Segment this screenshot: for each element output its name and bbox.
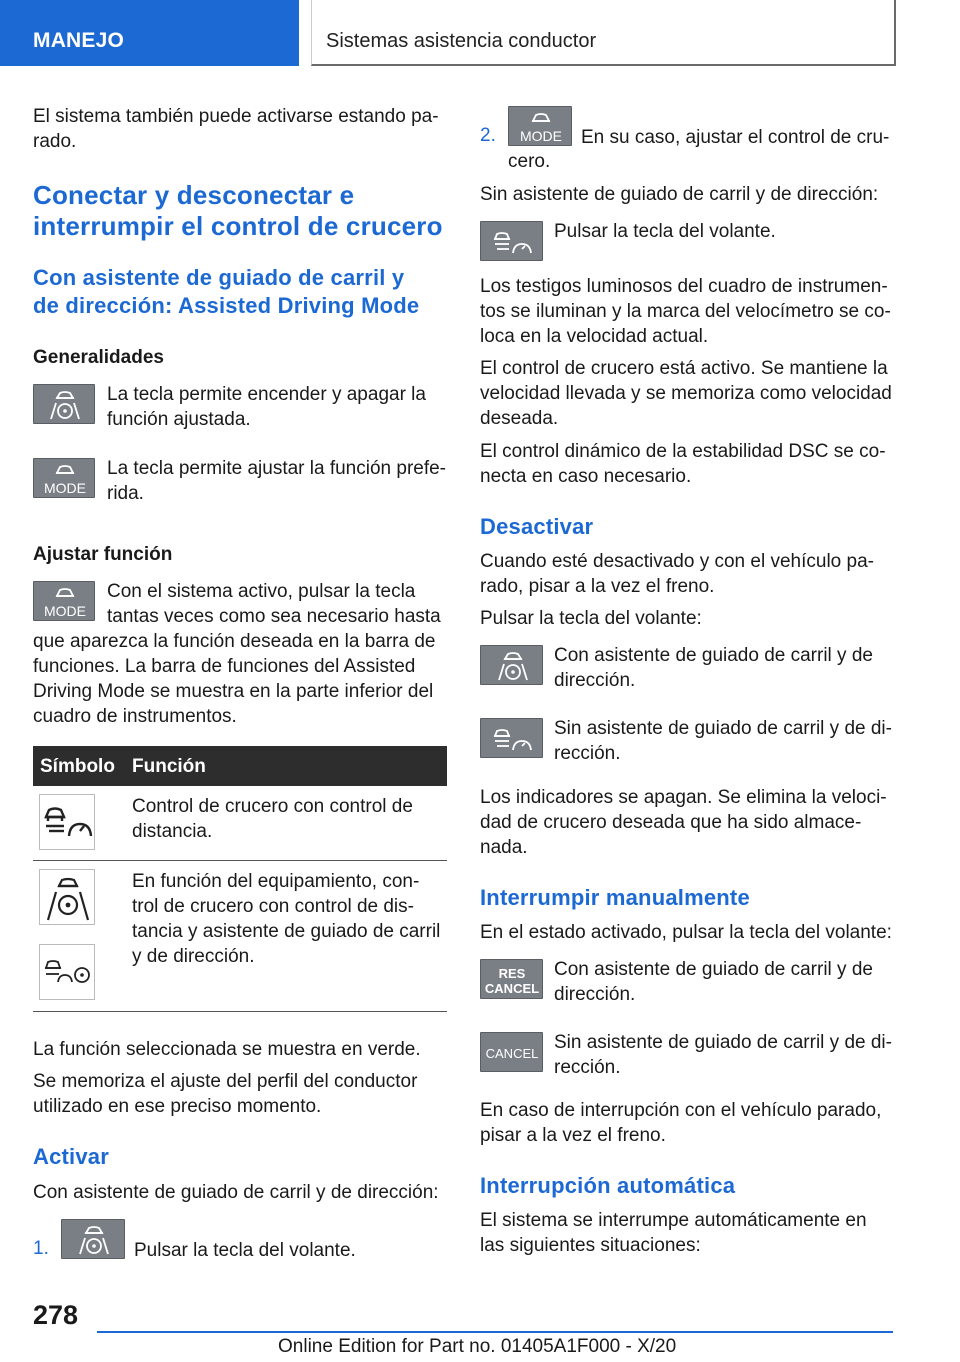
desactivar-text: Cuando esté desactivado y con el vehículo pa- rado, pisar a la vez el freno. [480, 551, 874, 597]
footer-rule [97, 1331, 893, 1333]
svg-text:MODE: MODE [44, 603, 86, 619]
heading-ajustar: Ajustar función [33, 544, 173, 565]
sin-pulsar: Pulsar la tecla del volante. [554, 221, 776, 242]
activar-text: Con asistente de guiado de carril y de dirección: [33, 1182, 439, 1203]
parado-text: En caso de interrupción con el vehículo parado, pisar a la vez el freno. [480, 1100, 882, 1146]
ajustar-text: que aparezca la función deseada en la barra de funciones. La barra de funciones del Assisted Driving Mode se muestra en la parte inferior del cuadro de instrumentos. [33, 631, 436, 727]
gen-item-2: La tecla permite ajustar la función prefe- rida. [107, 458, 447, 504]
cancel-button-icon [480, 1032, 543, 1072]
col-simbolo: Símbolo [40, 756, 115, 777]
table-divider [33, 860, 447, 861]
step-2-text-l2: cero. [508, 151, 551, 172]
gen-item-1: La tecla permite encender y apagar la función ajustada. [107, 384, 426, 430]
cruise-button-icon [480, 221, 543, 261]
page-number: 278 [33, 1300, 79, 1330]
mode-button-icon [33, 458, 95, 498]
lane-assist-button-icon [33, 384, 95, 424]
chapter-tab [311, 0, 896, 66]
desactivar-opt1: Con asistente de guiado de carril y de dirección. [554, 645, 873, 691]
section-label: MANEJO [33, 29, 125, 52]
section-tab [0, 0, 299, 66]
intro-text: El sistema también puede activarse estando pa- rado. [33, 106, 439, 152]
interrumpir-text: En el estado activado, pulsar la tecla del volante: [480, 922, 892, 943]
heading-automatica: Interrupción automática [480, 1173, 736, 1198]
automatica-text: El sistema se interrumpe automáticamente en las siguientes situaciones: [480, 1210, 867, 1256]
interrumpir-opt1: Con asistente de guiado de carril y de dirección. [554, 959, 873, 1005]
heading-generalidades: Generalidades [33, 347, 164, 368]
heading-assisted-mode: Con asistente de guiado de carril y de dirección: Assisted Driving Mode [33, 265, 420, 318]
interrumpir-opt2: Sin asistente de guiado de carril y de di- rección. [554, 1032, 892, 1078]
step-2-number: 2. [480, 125, 496, 146]
heading-connect: Conectar y desconectar e interrumpir el control de crucero [33, 180, 443, 241]
step-2-text-l1: En su caso, ajustar el control de cru- [581, 127, 890, 148]
step-1-number: 1. [33, 1238, 49, 1259]
lane-assist-button-icon-step1 [61, 1219, 125, 1259]
svg-text:MODE: MODE [520, 128, 562, 144]
ajustar-text-indent: Con el sistema activo, pulsar la tecla tantas veces como sea necesario hasta [107, 581, 441, 627]
step-1-text: Pulsar la tecla del volante. [134, 1240, 356, 1261]
dsc-text: El control dinámico de la estabilidad DSC se co- necta en caso necesario. [480, 441, 886, 487]
after-table-1: La función seleccionada se muestra en verde. [33, 1039, 421, 1060]
cruise-button-icon-des [480, 718, 543, 758]
cruise-distance-symbol [39, 794, 95, 850]
edition-text: Online Edition for Part no. 01405A1F000 - X/20 [278, 1336, 677, 1357]
svg-text:CANCEL: CANCEL [484, 981, 540, 996]
lane-assist-symbol [39, 869, 95, 925]
chapter-title: Sistemas asistencia conductor [326, 30, 597, 52]
table-header [33, 746, 447, 786]
row1-text: Control de crucero con control de distancia. [132, 796, 413, 842]
heading-activar: Activar [33, 1144, 109, 1169]
lane-assist-button-icon-des [480, 645, 543, 685]
svg-text:MODE: MODE [44, 480, 86, 496]
row2-text: En función del equipamiento, con- trol de crucero con control de dis- tancia y asistente de guiado de carril y de dirección. [132, 871, 441, 967]
cruise-lane-symbol [39, 944, 95, 1000]
col-funcion: Función [132, 756, 206, 777]
heading-interrumpir: Interrumpir manualmente [480, 885, 750, 910]
heading-desactivar: Desactivar [480, 514, 594, 539]
sin-asistente: Sin asistente de guiado de carril y de dirección: [480, 184, 879, 205]
res-cancel-button-icon [480, 959, 543, 999]
indicadores-text: Los indicadores se apagan. Se elimina la veloci- dad de crucero deseada que ha sido almace- nada. [480, 787, 887, 858]
desactivar-pulsar: Pulsar la tecla del volante: [480, 608, 702, 629]
svg-text:CANCEL: CANCEL [485, 1046, 539, 1061]
mode-button-icon-step2 [508, 106, 572, 146]
desactivar-opt2: Sin asistente de guiado de carril y de di- rección. [554, 718, 892, 764]
testigos-text: Los testigos luminosos del cuadro de instrumen- tos se iluminan y la marca del velocímetro se co- loca en la velocidad actual. [480, 276, 891, 347]
table-bottom [33, 1011, 447, 1012]
control-activo-text: El control de crucero está activo. Se mantiene la velocidad llevada y se memoriza como velocidad deseada. [480, 358, 892, 429]
after-table-2: Se memoriza el ajuste del perfil del conductor utilizado en ese preciso momento. [33, 1071, 418, 1117]
svg-text:RES: RES [498, 966, 526, 981]
mode-button-icon-2 [33, 581, 95, 621]
